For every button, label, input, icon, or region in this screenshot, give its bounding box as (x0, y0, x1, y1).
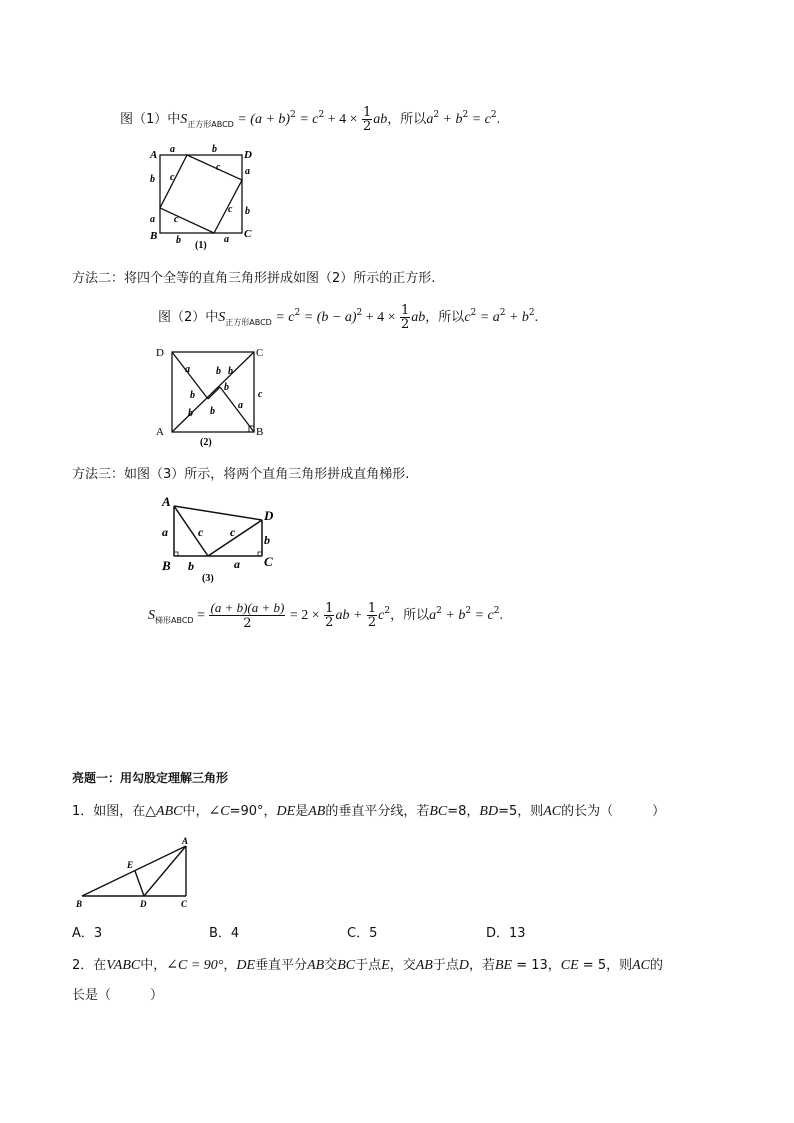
svg-text:b: b (228, 366, 233, 377)
svg-text:C: C (181, 899, 188, 909)
svg-text:b: b (176, 235, 181, 246)
fig1-caption: (1) (195, 240, 207, 251)
section-title: 亮题一：用勾股定理解三角形 (72, 771, 229, 785)
svg-text:b: b (224, 382, 229, 393)
method2-heading: 方法二：将四个全等的直角三角形拼成如图（2）所示的正方形. (72, 271, 436, 286)
method3-formula: $S_{梯形ABCD}$ = $\frac{(a + b)(a + b)}{2}$ = 2 × $\frac{1}{2}$ ab + $\frac{1}{2}$ $c^2$，所以$a^2 + b^2 = c^2$. (148, 600, 503, 631)
svg-text:c: c (198, 525, 204, 539)
fig1-label-B: B (150, 230, 158, 242)
svg-text:b: b (210, 406, 215, 417)
fig3-label-D: D (264, 508, 274, 523)
fig2-label-B: B (256, 426, 264, 438)
svg-text:b: b (190, 390, 195, 401)
svg-text:a: a (150, 214, 155, 225)
fig1-outer-square (160, 155, 242, 233)
svg-text:B: B (76, 899, 83, 909)
svg-text:a: a (234, 557, 240, 571)
svg-text:a: a (162, 525, 168, 539)
svg-text:A: A (182, 836, 189, 846)
svg-text:b: b (188, 559, 194, 573)
svg-text:c: c (216, 162, 221, 173)
q1-option-d[interactable]: D．13 (486, 926, 526, 941)
fig2-caption: (2) (200, 437, 212, 448)
svg-text:b: b (150, 174, 155, 185)
svg-text:D: D (140, 899, 147, 909)
svg-text:b: b (212, 144, 217, 155)
q1-option-a[interactable]: A．3 (72, 926, 103, 941)
question-2-line-2: 长是（ ） (72, 988, 164, 1003)
svg-text:c: c (174, 214, 179, 225)
method1-formula: 图（1）中$S_{正方形ABCD} = (a + b)^2 = c^2 + 4$ × $\frac{1}{2}$ ab，所以$a^2 + b^2 = c^2$. (120, 105, 501, 134)
method1-fraction: $\frac{1}{2}$ (363, 105, 372, 134)
fig2-label-D: D (156, 347, 164, 359)
method1-prefix: 图（1）中 (120, 112, 181, 127)
svg-text:b: b (188, 408, 193, 419)
svg-text:b: b (216, 366, 221, 377)
fig1-label-C: C (244, 228, 252, 240)
method2-formula: 图（2）中$S_{正方形ABCD} = c^2 = (b - a)^2 + 4$ × $\frac{1}{2}$ ab，所以$c^2 = a^2 + b^2$. (158, 303, 539, 332)
figure-1-square (140, 140, 260, 252)
fig3-label-A: A (162, 494, 171, 509)
svg-text:a: a (185, 364, 190, 375)
svg-text:c: c (170, 172, 175, 183)
fig1-inner-square (160, 155, 242, 233)
method3-fraction-main: $\frac{(a + b)(a + b)}{2}$ (210, 600, 285, 631)
method3-heading: 方法三：如图（3）所示，将两个直角三角形拼成直角梯形. (72, 467, 410, 482)
q1-option-b[interactable]: B．4 (209, 926, 240, 941)
svg-text:a: a (245, 166, 250, 177)
svg-text:c: c (230, 525, 236, 539)
fig3-label-B: B (162, 558, 171, 573)
svg-text:E: E (127, 860, 134, 870)
svg-text:b: b (245, 206, 250, 217)
fig3-label-C: C (264, 554, 273, 569)
fig1-label-A: A (150, 149, 158, 161)
svg-text:b: b (264, 533, 270, 547)
fig1-label-D: D (244, 149, 252, 161)
svg-text:c: c (258, 389, 263, 400)
figure-3-trapezoid (150, 492, 290, 587)
method2-fraction: $\frac{1}{2}$ (401, 303, 410, 332)
fig2-label-A: A (156, 426, 164, 438)
svg-text:a: a (170, 144, 175, 155)
svg-text:a: a (238, 400, 243, 411)
question-1: 1．如图，在△ABC中，∠C=90°，DE是AB的垂直平分线，若BC=8，BD=5，则AC的长为（ ） (72, 804, 666, 819)
q1-option-c[interactable]: C．5 (347, 926, 378, 941)
fig3-caption: (3) (202, 573, 214, 584)
question-2-line-1: 2．在VABC中，∠C = 90°，DE垂直平分AB交BC于点E，交AB于点D，若BE = 13，CE = 5，则AC的 (72, 958, 664, 973)
figure-2-square (152, 342, 272, 452)
svg-text:a: a (224, 234, 229, 245)
svg-text:c: c (228, 204, 233, 215)
question-1-triangle (70, 836, 200, 912)
fig2-label-C: C (256, 347, 264, 359)
